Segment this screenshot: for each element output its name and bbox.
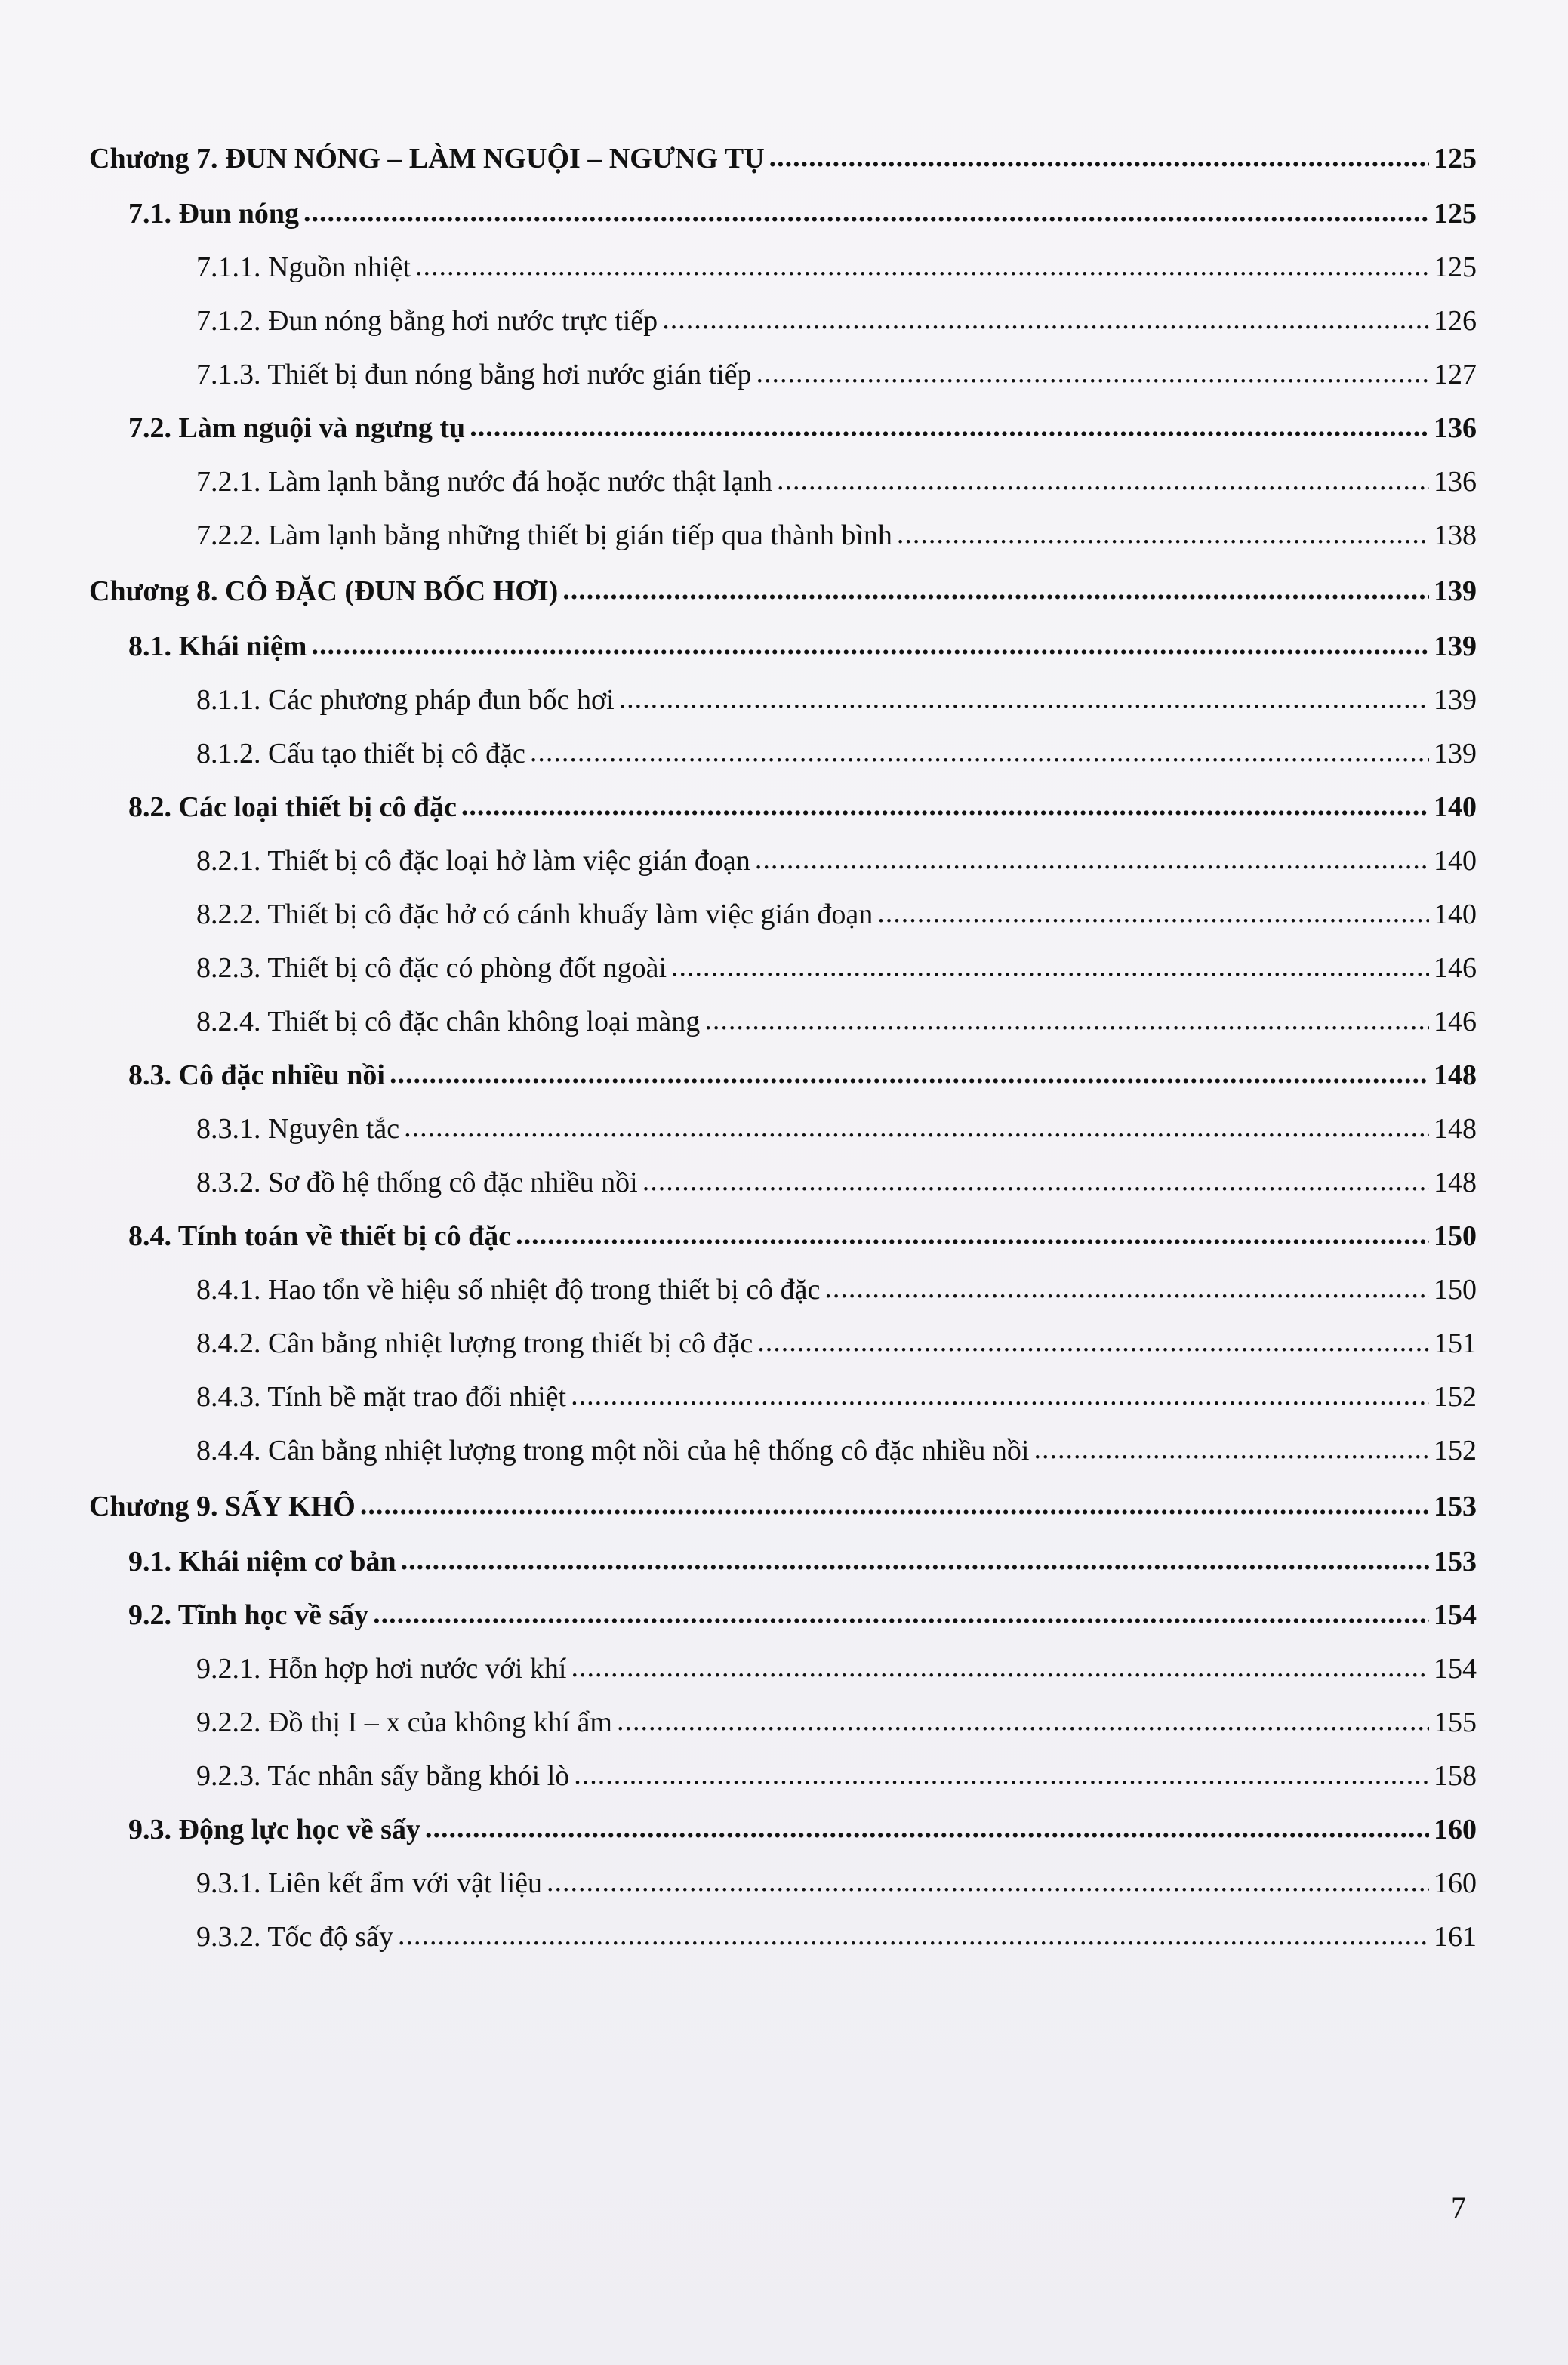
dot-leader [642,1155,1429,1208]
dot-leader [1034,1423,1429,1476]
dot-leader [756,347,1429,400]
toc-entry-page: 153 [1434,1491,1477,1522]
toc-entry-page: 140 [1434,899,1477,930]
toc-entry-subsection [89,1424,1477,1478]
toc-entry-section [89,187,1477,241]
toc-entry-page: 126 [1434,305,1477,337]
toc-entry-page: 139 [1434,631,1477,662]
toc-entry-subsection [89,294,1477,348]
dot-leader [777,454,1429,507]
dot-leader [617,1694,1429,1748]
toc-entry-page: 150 [1434,1274,1477,1306]
toc-entry-subsection [89,1317,1477,1371]
toc-entry-page: 139 [1434,575,1477,607]
toc-entry-subsection [89,834,1477,888]
toc-entry-section [89,1049,1477,1102]
dot-leader [360,1476,1429,1534]
toc-entry-page: 136 [1434,412,1477,444]
toc-entry-page: 150 [1434,1220,1477,1252]
dot-leader [755,833,1429,886]
toc-entry-title: 9.2.3. Tác nhân sấy bằng khói lò [196,1760,570,1792]
dot-leader [574,1748,1429,1802]
dot-leader [824,1262,1429,1315]
toc-entry-subsection [89,942,1477,995]
toc-entry-title: 9.2.1. Hỗn hợp hơi nước với khí [196,1653,567,1685]
toc-entry-page: 148 [1434,1113,1477,1145]
toc-entry-title: 8.2.1. Thiết bị cô đặc loại hở làm việc gián đoạn [196,845,750,877]
dot-leader [516,1208,1429,1262]
toc-entry-title: 7.1.1. Nguồn nhiệt [196,251,411,283]
dot-leader [390,1047,1429,1101]
toc-entry-title: 8.2.2. Thiết bị cô đặc hở có cánh khuấy làm việc gián đoạn [196,899,873,930]
toc-entry-subsection [89,455,1477,509]
toc-entry-page: 152 [1434,1435,1477,1466]
dot-leader [401,1534,1429,1587]
toc-entry-page: 155 [1434,1707,1477,1738]
toc-entry-subsection [89,1263,1477,1317]
toc-entry-page: 146 [1434,1006,1477,1038]
toc-entry-page: 138 [1434,520,1477,551]
toc-entry-title: 9.3.2. Tốc độ sấy [196,1921,394,1953]
toc-entry-title: 7.2.2. Làm lạnh bằng những thiết bị gián tiếp qua thành bình [196,520,892,551]
toc-entry-page: 136 [1434,466,1477,498]
toc-entry-title: 8.1. Khái niệm [128,631,307,662]
toc-entry-title: 8.4.4. Cân bằng nhiệt lượng trong một nồi của hệ thống cô đặc nhiều nồi [196,1435,1030,1466]
dot-leader [461,779,1429,833]
toc-entry-page: 146 [1434,952,1477,984]
dot-leader [303,186,1429,239]
toc-entry-section [89,781,1477,834]
table-of-contents [89,130,1477,1964]
dot-leader [470,400,1429,454]
toc-entry-section [89,1535,1477,1589]
toc-entry-page: 153 [1434,1546,1477,1577]
toc-entry-title: 7.1.2. Đun nóng bằng hơi nước trực tiếp [196,305,658,337]
dot-leader [877,886,1429,940]
dot-leader [704,994,1429,1047]
toc-entry-title: Chương 7. ĐUN NÓNG – LÀM NGUỘI – NGƯNG TỤ [89,143,765,174]
toc-entry-section [89,1589,1477,1642]
toc-entry-title: 8.2.3. Thiết bị cô đặc có phòng đốt ngoài [196,952,667,984]
toc-entry-section [89,620,1477,674]
dot-leader [415,239,1429,293]
toc-entry-subsection [89,1910,1477,1964]
toc-entry-title: 8.2.4. Thiết bị cô đặc chân không loại màng [196,1006,701,1038]
toc-entry-subsection [89,1750,1477,1803]
toc-entry-chapter [89,1478,1477,1535]
toc-entry-title: 8.3.1. Nguyên tắc [196,1113,400,1145]
toc-entry-subsection [89,509,1477,563]
toc-entry-title: 9.1. Khái niệm cơ bản [128,1546,396,1577]
dot-leader [373,1587,1429,1641]
toc-entry-page: 151 [1434,1327,1477,1359]
toc-entry-title: 9.3.1. Liên kết ẩm với vật liệu [196,1867,543,1899]
page-number: 7 [1451,2191,1466,2225]
toc-entry-title: 8.4.1. Hao tổn về hiệu số nhiệt độ trong thiết bị cô đặc [196,1274,821,1306]
toc-entry-title: 7.2.1. Làm lạnh bằng nước đá hoặc nước thật lạnh [196,466,773,498]
toc-entry-title: Chương 8. CÔ ĐẶC (ĐUN BỐC HƠI) [89,575,559,607]
toc-entry-page: 125 [1434,198,1477,230]
dot-leader [662,293,1429,347]
dot-leader [425,1802,1429,1855]
toc-entry-title: 8.3. Cô đặc nhiều nồi [128,1059,385,1091]
toc-entry-page: 160 [1434,1814,1477,1845]
toc-entry-subsection [89,1642,1477,1696]
toc-entry-title: 8.4.3. Tính bề mặt trao đổi nhiệt [196,1381,567,1413]
dot-leader [769,128,1429,186]
toc-entry-page: 125 [1434,251,1477,283]
toc-entry-subsection [89,1696,1477,1750]
toc-entry-page: 125 [1434,143,1477,174]
toc-entry-page: 158 [1434,1760,1477,1792]
toc-entry-subsection [89,1102,1477,1156]
toc-entry-subsection [89,1371,1477,1424]
toc-entry-section [89,402,1477,455]
toc-entry-title: 8.1.2. Cấu tạo thiết bị cô đặc [196,738,525,769]
dot-leader [398,1909,1429,1963]
toc-entry-title: 7.1.3. Thiết bị đun nóng bằng hơi nước gián tiếp [196,359,752,390]
dot-leader [547,1855,1429,1909]
toc-entry-subsection [89,995,1477,1049]
toc-entry-chapter [89,563,1477,620]
toc-entry-section [89,1803,1477,1857]
toc-entry-page: 154 [1434,1653,1477,1685]
toc-entry-page: 152 [1434,1381,1477,1413]
toc-entry-title: 8.3.2. Sơ đồ hệ thống cô đặc nhiều nồi [196,1167,638,1198]
toc-entry-subsection [89,674,1477,727]
toc-entry-page: 139 [1434,684,1477,716]
toc-entry-subsection [89,727,1477,781]
toc-entry-subsection [89,1156,1477,1210]
toc-entry-title: Chương 9. SẤY KHÔ [89,1491,356,1522]
dot-leader [571,1369,1429,1423]
toc-entry-title: 7.1. Đun nóng [128,198,299,230]
dot-leader [757,1315,1429,1369]
toc-entry-page: 127 [1434,359,1477,390]
dot-leader [404,1101,1429,1155]
toc-entry-page: 139 [1434,738,1477,769]
dot-leader [530,726,1429,779]
toc-entry-title: 8.4.2. Cân bằng nhiệt lượng trong thiết bị cô đặc [196,1327,753,1359]
toc-entry-title: 9.2. Tĩnh học về sấy [128,1599,369,1631]
dot-leader [571,1641,1429,1694]
toc-entry-page: 148 [1434,1059,1477,1091]
toc-entry-page: 148 [1434,1167,1477,1198]
toc-entry-page: 140 [1434,845,1477,877]
toc-entry-subsection [89,888,1477,942]
toc-entry-title: 9.2.2. Đồ thị I – x của không khí ẩm [196,1707,612,1738]
dot-leader [311,618,1429,672]
toc-entry-title: 8.2. Các loại thiết bị cô đặc [128,791,457,823]
dot-leader [562,561,1429,618]
dot-leader [619,672,1429,726]
toc-entry-title: 9.3. Động lực học về sấy [128,1814,420,1845]
toc-entry-title: 8.4. Tính toán về thiết bị cô đặc [128,1220,512,1252]
toc-entry-subsection [89,1857,1477,1910]
toc-entry-title: 7.2. Làm nguội và ngưng tụ [128,412,466,444]
toc-entry-title: 8.1.1. Các phương pháp đun bốc hơi [196,684,615,716]
toc-entry-page: 140 [1434,791,1477,823]
toc-entry-section [89,1210,1477,1263]
toc-entry-subsection [89,241,1477,294]
toc-entry-page: 154 [1434,1599,1477,1631]
dot-leader [671,940,1429,994]
dot-leader [897,507,1429,561]
toc-entry-page: 160 [1434,1867,1477,1899]
toc-entry-chapter [89,130,1477,187]
toc-entry-page: 161 [1434,1921,1477,1953]
toc-entry-subsection [89,348,1477,402]
